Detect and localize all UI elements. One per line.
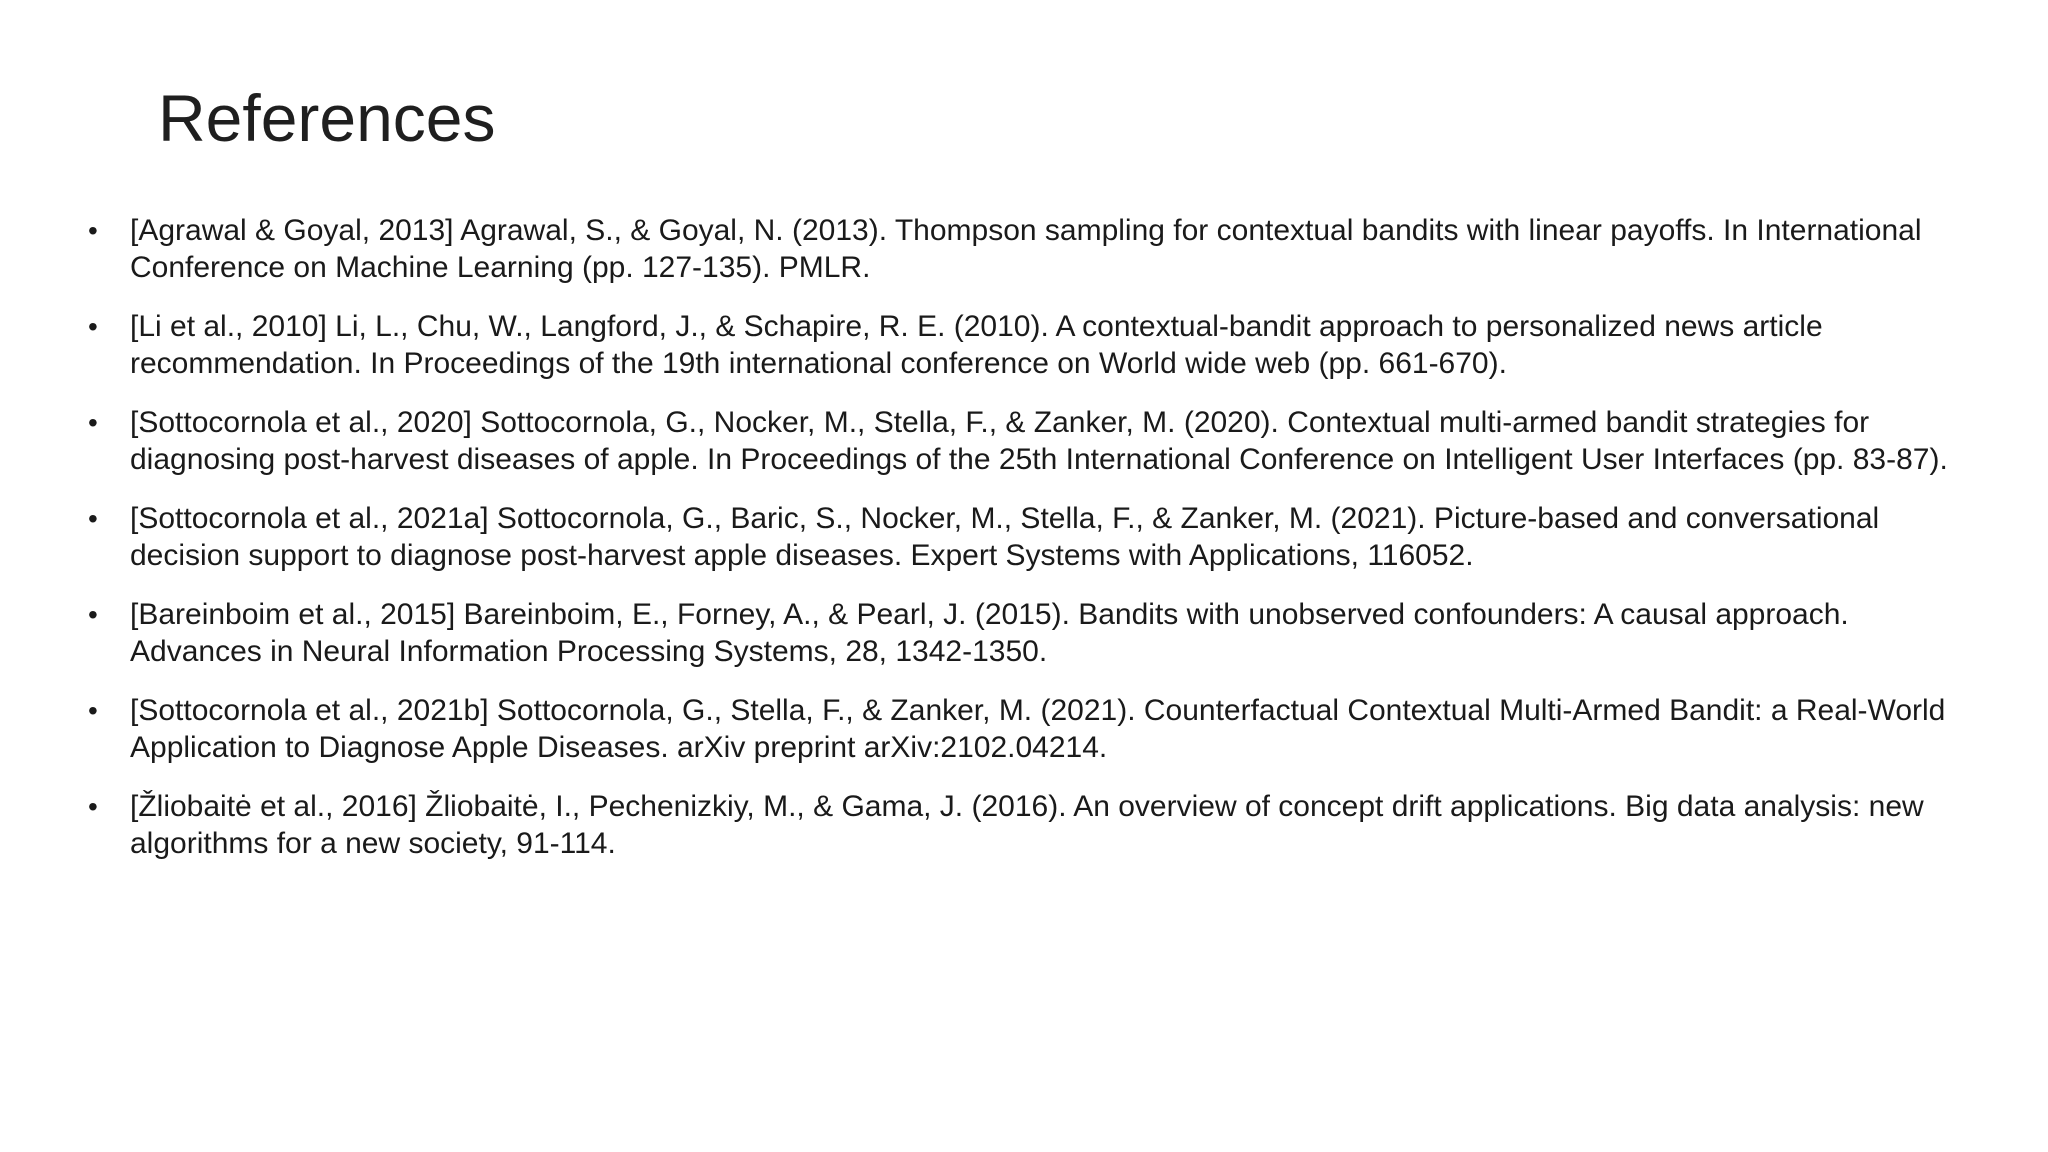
slide-title: References: [158, 81, 496, 155]
reference-text: [Sottocornola et al., 2021b] Sottocornola, G., Stella, F., & Zanker, M. (2021). Counterfactual Contextual Multi-Armed Bandit: a Real-World Application to Diagnose Apple Diseases. arXiv preprint arXiv:2102.04214.: [130, 694, 1946, 764]
reference-text: [Bareinboim et al., 2015] Bareinboim, E., Forney, A., & Pearl, J. (2015). Bandits with unobserved confounders: A causal approach. Advances in Neural Information Processing Systems, 28, 1342-1350.: [130, 598, 1849, 668]
bullet-icon: •: [88, 407, 98, 438]
bullet-icon: •: [88, 215, 98, 246]
reference-text: [Agrawal & Goyal, 2013] Agrawal, S., & Goyal, N. (2013). Thompson sampling for contextual bandits with linear payoffs. In International Conference on Machine Learning (pp. 127-135). PMLR.: [130, 214, 1922, 284]
reference-item: [88, 308, 1978, 382]
bullet-icon: •: [88, 599, 98, 630]
reference-list: [88, 212, 1978, 884]
reference-text: [Žliobaitė et al., 2016] Žliobaitė, I., Pechenizkiy, M., & Gama, J. (2016). An overview of concept drift applications. Big data analysis: new algorithms for a new society, 91-114.: [130, 790, 1924, 860]
bullet-icon: •: [88, 311, 98, 342]
bullet-icon: •: [88, 695, 98, 726]
reference-item: [88, 692, 1978, 766]
bullet-icon: •: [88, 791, 98, 822]
reference-item: [88, 212, 1978, 286]
bullet-icon: •: [88, 503, 98, 534]
reference-item: [88, 404, 1978, 478]
reference-item: [88, 788, 1978, 862]
reference-text: [Li et al., 2010] Li, L., Chu, W., Langford, J., & Schapire, R. E. (2010). A contextual-bandit approach to personalized news article recommendation. In Proceedings of the 19th international conference on World wide web (pp. 661-670).: [130, 310, 1823, 380]
reference-text: [Sottocornola et al., 2020] Sottocornola, G., Nocker, M., Stella, F., & Zanker, M. (2020). Contextual multi-armed bandit strategies for diagnosing post-harvest diseases of apple. In Proceedings of the 25th International Conference on Intelligent User Interfaces (pp. 83-87).: [130, 406, 1948, 476]
reference-item: [88, 500, 1978, 574]
reference-text: [Sottocornola et al., 2021a] Sottocornola, G., Baric, S., Nocker, M., Stella, F., & Zanker, M. (2021). Picture-based and conversational decision support to diagnose post-harvest apple diseases. Expert Systems with Applications, 116052.: [130, 502, 1880, 572]
reference-item: [88, 596, 1978, 670]
